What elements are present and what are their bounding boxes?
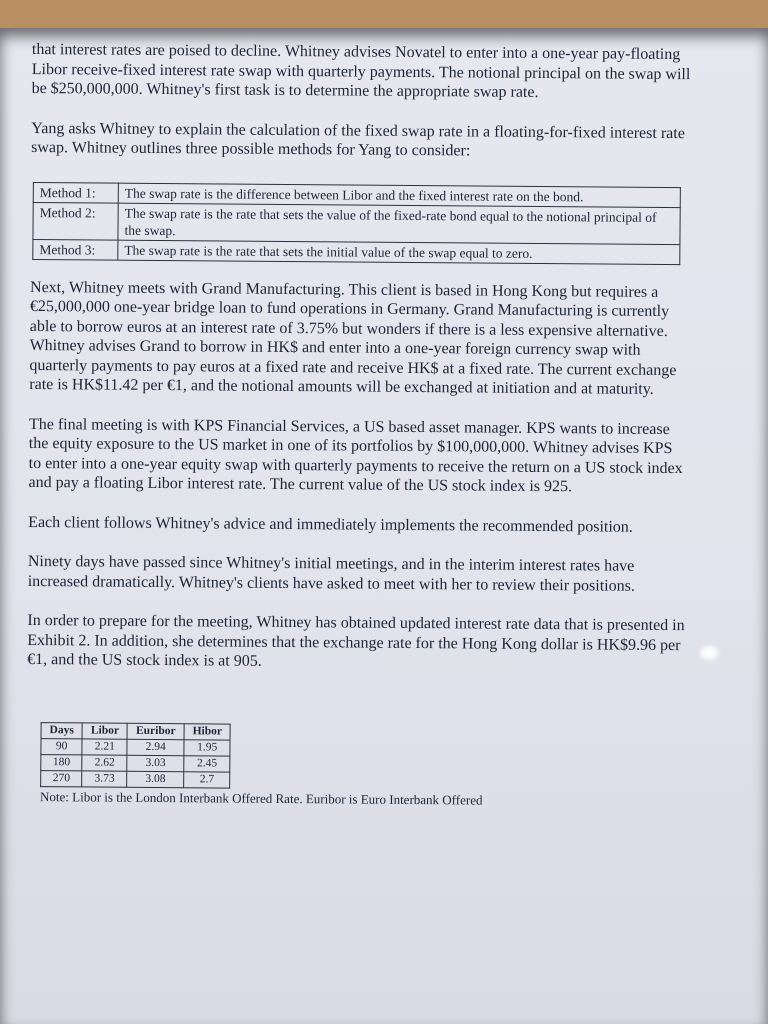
table-row xyxy=(41,738,231,755)
table-row xyxy=(41,754,231,771)
paragraph-exhibit: In order to prepare for the meeting, Whitney has obtained updated interest rate data that is presented in Exhibit 2. In addition, she determines that the exchange rate for the Hong Kong dollar is HK$9.96 per €1, and the US stock index is at 905. xyxy=(27,611,685,670)
header-hibor: Hibor xyxy=(184,723,231,739)
paragraph-swap-intro: that interest rates are poised to decline. Whitney advises Novatel to enter into a one-year pay-floating Libor receive-fixed interest rate swap with quarterly payments. The notional principal on the swap will be $250,000,000. Whitney's first task is to determine the appropriate swap rate. xyxy=(31,40,691,101)
table-cell: 2.7 xyxy=(184,771,231,787)
header-days: Days xyxy=(41,722,82,738)
method-text: The swap rate is the rate that sets the initial value of the swap equal to zero. xyxy=(118,240,680,264)
screen-glare xyxy=(700,646,718,660)
method-text: The swap rate is the difference between Libor and the fixed interest rate on the bond. xyxy=(118,183,680,207)
header-euribor: Euribor xyxy=(127,723,184,739)
table-cell: 3.73 xyxy=(82,770,127,786)
paragraph-methods-intro: Yang asks Whitney to explain the calculation of the fixed swap rate in a floating-for-fixed interest rate swap. Whitney outlines three possible methods for Yang to consider: xyxy=(31,119,685,160)
paragraph-grand-manufacturing: Next, Whitney meets with Grand Manufacturing. This client is based in Hong Kong but requires a €25,000,000 one-year bridge loan to fund operations in Germany. Grand Manufacturing is currently able to borrow euros at an interest rate of 3.75% but wonders if there is a less expensive alternative. Whitney advises Grand to borrow in HK$ and enter into a one-year foreign currency swap with quarterly payments to pay euros at a fixed rate and receive HK$ at a fixed rate. The current exchange rate is HK$11.42 per €1, and the notional amounts will be exchanged at initiation and at maturity. xyxy=(29,278,677,398)
method-label: Method 3: xyxy=(33,239,118,260)
document-page xyxy=(26,40,692,810)
table-cell: 270 xyxy=(41,770,82,786)
method-row xyxy=(33,239,680,264)
table-cell: 2.62 xyxy=(82,754,127,770)
table-cell: 1.95 xyxy=(184,739,231,755)
table-cell: 2.94 xyxy=(127,739,184,755)
methods-table xyxy=(32,182,681,265)
paragraph-ninety-days: Ninety days have passed since Whitney's initial meetings, and in the interim interest rates have increased dramatically. Whitney's clients have asked to meet with her to review their positions. xyxy=(27,552,635,595)
method-label: Method 2: xyxy=(33,202,118,240)
table-note: Note: Libor is the London Interbank Offered Rate. Euribor is Euro Interbank Offered xyxy=(40,788,483,808)
method-text: The swap rate is the rate that sets the value of the fixed-rate bond equal to the notional principal of the swap. xyxy=(118,203,680,244)
document-photo xyxy=(0,28,768,1024)
table-cell: 3.08 xyxy=(127,771,184,787)
paragraph-kps: The final meeting is with KPS Financial Services, a US based asset manager. KPS wants to increase the equity exposure to the US market in one of its portfolios by $100,000,000. Whitney advises KPS to enter into a one-year equity swap with quarterly payments to receive the return on a US stock index and pay a floating Libor interest rate. The current value of the US stock index is 925. xyxy=(28,415,683,496)
header-libor: Libor xyxy=(82,722,127,738)
method-row xyxy=(33,202,680,244)
table-cell: 3.03 xyxy=(127,755,184,771)
table-cell: 2.21 xyxy=(82,738,127,754)
table-cell: 90 xyxy=(41,738,82,754)
interest-rate-table xyxy=(40,722,231,788)
method-label: Method 1: xyxy=(33,182,118,203)
table-cell: 180 xyxy=(41,754,82,770)
paragraph-client-follow: Each client follows Whitney's advice and immediately implements the recommended position. xyxy=(28,513,633,536)
rates-header-row xyxy=(41,722,231,739)
table-cell: 2.45 xyxy=(184,755,231,771)
table-row xyxy=(41,770,231,787)
